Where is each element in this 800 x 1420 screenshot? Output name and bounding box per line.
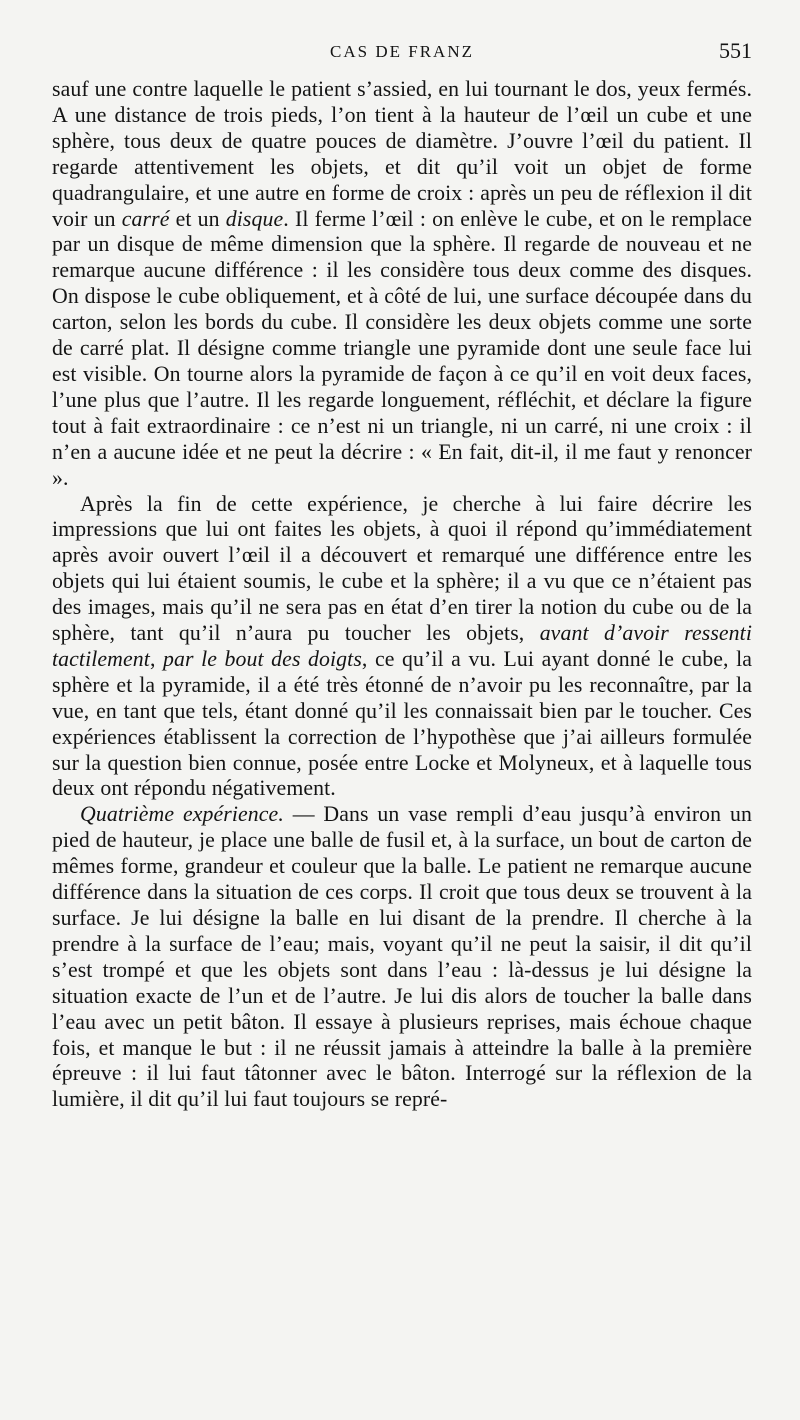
text-segment: sauf une contre laquelle le patient s’assied, en lui tournant le dos, yeux fermés. A une distance de trois pieds, l’on tient à la hauteur de l’œil un cube et une sphère, tous deux de quatre pouces de diamètre. J’ouvre l’œil du patient. Il regarde attentivement les objets, et dit qu’il voit un objet de forme quadrangulaire, et une autre en forme de croix : après un peu de réflexion il dit voir un — [52, 77, 752, 231]
text-segment: , — [149, 646, 164, 671]
text-segment: — Dans un vase rempli d’eau jusqu’à environ un pied de hauteur, je place une balle de fusil et, à la surface, un bout de carton de mêmes forme, grandeur et couleur que la balle. Le patient ne remarque aucune différence dans la situation de ces corps. Il croit que tous deux se trouvent à la surface. Je lui désigne la balle en lui disant de la prendre. Il cherche à la prendre à la surface de l’eau; mais, voyant qu’il ne peut la saisir, il dit qu’il s’est trompé et que les objets sont dans l’eau : là-dessus je lui désigne la situation exacte de l’un et de l’autre. Je lui dis alors de toucher la balle dans l’eau avec un petit bâton. Il essaye à plusieurs reprises, mais échoue chaque fois, et manque le but : il ne réussit jamais à atteindre la balle à la première épreuve : il lui faut tâtonner avec le bâton. Interrogé sur la réflexion de la lumière, il dit qu’il lui faut toujours se repré- — [52, 802, 752, 1112]
page-header — [52, 38, 752, 68]
italic-text: par le bout des doigts — [163, 646, 362, 671]
italic-text: carré — [121, 206, 170, 231]
text-segment: Après la fin de cette expérience, je cherche à lui faire décrire les impressions que lui ont faites les objets, à quoi il répond qu’immédiatement après avoir ouvert l’œil il a découvert et remarqué une différence entre les objets qui lui étaient soumis, le cube et la sphère; il a vu que ce n’étaient pas des images, mais qu’il ne sera pas en état d’en tirer la notion du cube ou de la sphère, tant qu’il n’aura pu toucher les objets, — [52, 491, 752, 646]
paragraph — [52, 492, 752, 803]
italic-text: avant d’avoir ressenti tactilement — [52, 621, 752, 671]
page-number: 551 — [719, 38, 752, 63]
text-segment: et un — [169, 206, 226, 231]
running-head: CAS DE FRANZ — [330, 42, 474, 61]
paragraph — [52, 802, 752, 1113]
italic-text: Quatrième expérience. — [80, 802, 284, 827]
text-segment: . Il ferme l’œil : on enlève le cube, et on le remplace par un disque de même dimension que la sphère. Il regarde de nouveau et ne remarque aucune différence : il les considère tous deux comme des disques. On dispose le cube obliquement, et à côté de lui, une surface découpée dans du carton, selon les bords du cube. Il considère les deux objets comme une sorte de carré plat. Il désigne comme triangle une pyramide dont une seule face lui est visible. On tourne alors la pyramide de façon à ce qu’il en voit deux faces, l’une plus que l’autre. Il les regarde longuement, réfléchit, et déclare la figure tout à fait extraordinaire : ce n’est ni un triangle, ni un carré, ni une croix : il n’en a aucune idée et ne peut la décrire : « En fait, dit-il, il me faut y renoncer ». — [52, 206, 752, 490]
italic-text: disque — [225, 206, 284, 231]
paragraph — [52, 77, 752, 492]
text-segment: , ce qu’il a vu. Lui ayant donné le cube, la sphère et la pyramide, il a été très étonné de n’avoir pu les reconnaître, par la vue, en tant que tels, étant donné qu’il les connaissait bien par le toucher. Ces expériences établissent la correction de l’hypothèse que j’ai ailleurs formulée sur la question bien connue, posée entre Locke et Molyneux, et à laquelle tous deux ont répondu négativement. — [52, 646, 752, 801]
body-text — [52, 77, 752, 1113]
